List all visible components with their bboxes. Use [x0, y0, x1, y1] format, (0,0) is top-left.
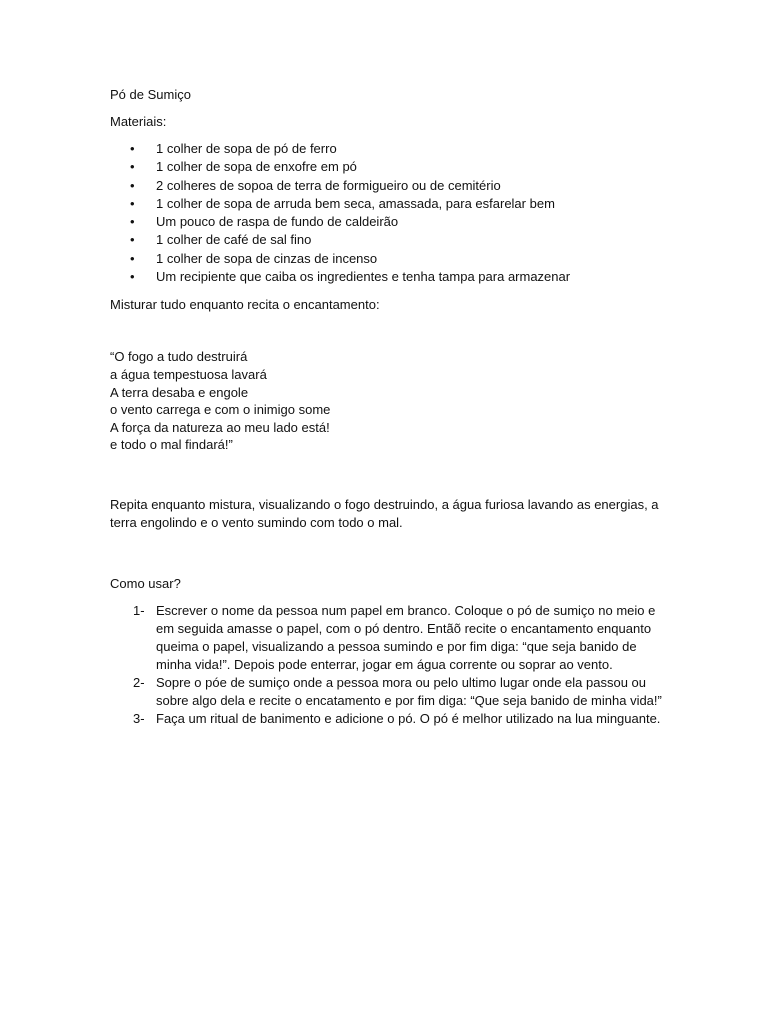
bullet-icon: •	[130, 177, 135, 193]
materials-heading: Materiais:	[110, 114, 167, 129]
repeat-instructions: Repita enquanto mistura, visualizando o fogo destruindo, a água furiosa lavando as energias, a terra engolindo e o vento sumindo com todo o mal.	[110, 496, 659, 530]
document-body	[110, 86, 660, 728]
bullet-icon: •	[130, 159, 135, 175]
mix-instructions: Misturar tudo enquanto recita o encantamento:	[110, 297, 380, 313]
document-title: Pó de Sumiço	[110, 87, 191, 102]
material-text: 1 colher de sopa de enxofre em pó	[156, 159, 357, 175]
list-item	[110, 140, 660, 158]
step-number: 2-	[133, 674, 145, 690]
material-text: 1 colher de sopa de cinzas de incenso	[156, 250, 378, 266]
list-item	[110, 231, 660, 249]
list-item	[110, 674, 664, 710]
usage-steps	[110, 602, 660, 728]
list-item	[110, 195, 660, 213]
bullet-icon: •	[130, 232, 135, 248]
list-item	[110, 710, 664, 728]
step-text: Escrever o nome da pessoa num papel em branco. Coloque o pó de sumiço no meio e em seguida amasse o papel, com o pó dentro. Entãõ recite o encantamento enquanto queima o papel, visualizando a pessoa sumindo e por fim diga: “que seja banido de minha vida!”. Depois pode enterrar, jogar em água corrente ou soprar ao vento.	[156, 602, 656, 672]
material-text: 1 colher de sopa de arruda bem seca, amassada, para esfarelar bem	[156, 195, 555, 211]
incantation-poem	[110, 348, 660, 454]
poem-line: a água tempestuosa lavará	[110, 366, 267, 382]
material-text: Um pouco de raspa de fundo de caldeirão	[156, 214, 399, 230]
poem-line: A terra desaba e engole	[110, 384, 249, 400]
materials-list	[110, 140, 660, 286]
poem-line: “O fogo a tudo destruirá	[110, 349, 248, 365]
list-item	[110, 268, 660, 286]
list-item	[110, 250, 660, 268]
step-text: Faça um ritual de banimento e adicione o pó. O pó é melhor utilizado na lua minguante.	[156, 710, 661, 726]
step-number: 1-	[133, 602, 145, 618]
poem-line: e todo o mal findará!”	[110, 437, 233, 453]
bullet-icon: •	[130, 250, 135, 266]
how-to-heading: Como usar?	[110, 575, 181, 591]
list-item	[110, 213, 660, 231]
bullet-icon: •	[130, 141, 135, 156]
material-text: 1 colher de café de sal fino	[156, 232, 312, 248]
step-number: 3-	[133, 710, 145, 726]
list-item	[110, 177, 660, 195]
material-text: Um recipiente que caiba os ingredientes e tenha tampa para armazenar	[156, 269, 571, 285]
poem-line: A força da natureza ao meu lado está!	[110, 419, 330, 435]
bullet-icon: •	[130, 269, 135, 285]
bullet-icon: •	[130, 195, 135, 211]
material-text: 1 colher de sopa de pó de ferro	[156, 141, 337, 156]
step-text: Sopre o póe de sumiço onde a pessoa mora ou pelo ultimo lugar onde ela passou ou sobre algo dela e recite o encatamento e por fim diga: “Que seja banido de minha vida!”	[156, 674, 662, 708]
material-text: 2 colheres de sopoa de terra de formigueiro ou de cemitério	[156, 177, 501, 193]
poem-line: o vento carrega e com o inimigo some	[110, 402, 331, 418]
list-item	[110, 158, 660, 176]
list-item	[110, 602, 664, 674]
bullet-icon: •	[130, 214, 135, 230]
